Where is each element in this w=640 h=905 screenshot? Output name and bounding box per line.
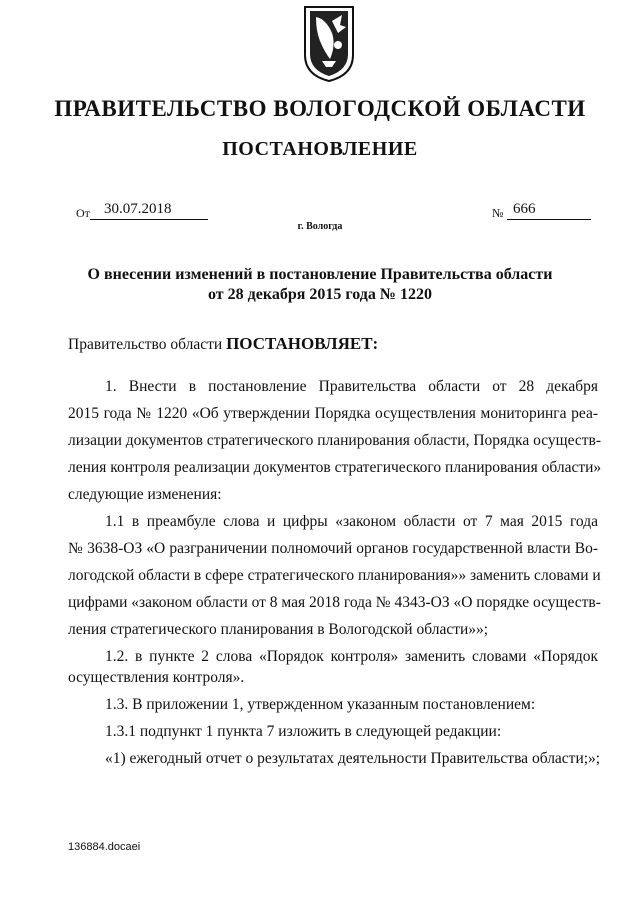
body-line: следующие изменения: [68, 486, 222, 503]
body-line: 1.3.1 подпункт 1 пункта 7 изложить в следующей редакции: [105, 723, 502, 740]
body-line: логодской области в сфере стратегического планирования»» заменить словами и [68, 567, 601, 584]
body-line: 1.3. В приложении 1, утвержденном указанным постановлением: [105, 696, 536, 713]
document-number: 666 [507, 201, 591, 220]
subject-line: от 28 декабря 2015 года № 1220 [208, 286, 432, 303]
coat-of-arms-icon [302, 3, 356, 83]
body-line: ления контроля реализации документов стратегического планирования области» [68, 459, 602, 476]
body-line: «1) ежегодный отчет о результатах деятельности Правительства области;»; [105, 750, 601, 767]
document-date: 30.07.2018 [90, 201, 208, 220]
decree-word: ПОСТАНОВЛЯЕТ: [226, 334, 379, 353]
preamble-text: Правительство области [68, 336, 227, 353]
body-line: 2015 года № 1220 «Об утверждении Порядка осуществления мониторинга реа- [68, 405, 598, 422]
date-prefix: От [76, 206, 90, 220]
body-line: лизации документов стратегического планирования области, Порядка осуществ- [68, 432, 601, 449]
body-line: осуществления контроля». [68, 669, 245, 686]
body-line: 1.1 в преамбуле слова и цифры «законом области от 7 мая 2015 года [105, 513, 598, 530]
preamble [68, 333, 378, 356]
city: г. Вологда [297, 221, 343, 232]
body-line: цифрами «законом области от 8 мая 2018 года № 4343-ОЗ «О порядке осуществ- [68, 594, 601, 611]
document-type: ПОСТАНОВЛЕНИЕ [222, 138, 418, 160]
body-line: № 3638-ОЗ «О разграничении полномочий органов государственной власти Во- [68, 540, 598, 557]
document-subject [60, 265, 580, 305]
number-prefix: № [492, 206, 504, 220]
government-title: ПРАВИТЕЛЬСТВО ВОЛОГОДСКОЙ ОБЛАСТИ [54, 96, 586, 121]
body-line: 1. Внести в постановление Правительства области от 28 декабря [105, 378, 598, 395]
body-line: ления стратегического планирования в Вологодской области»»; [68, 621, 489, 638]
subject-line: О внесении изменений в постановление Правительства области [87, 266, 553, 283]
body-line: 1.2. в пункте 2 слова «Порядок контроля» заменить словами «Порядок [105, 648, 598, 665]
footer-filename: 136884.docaei [68, 841, 141, 853]
